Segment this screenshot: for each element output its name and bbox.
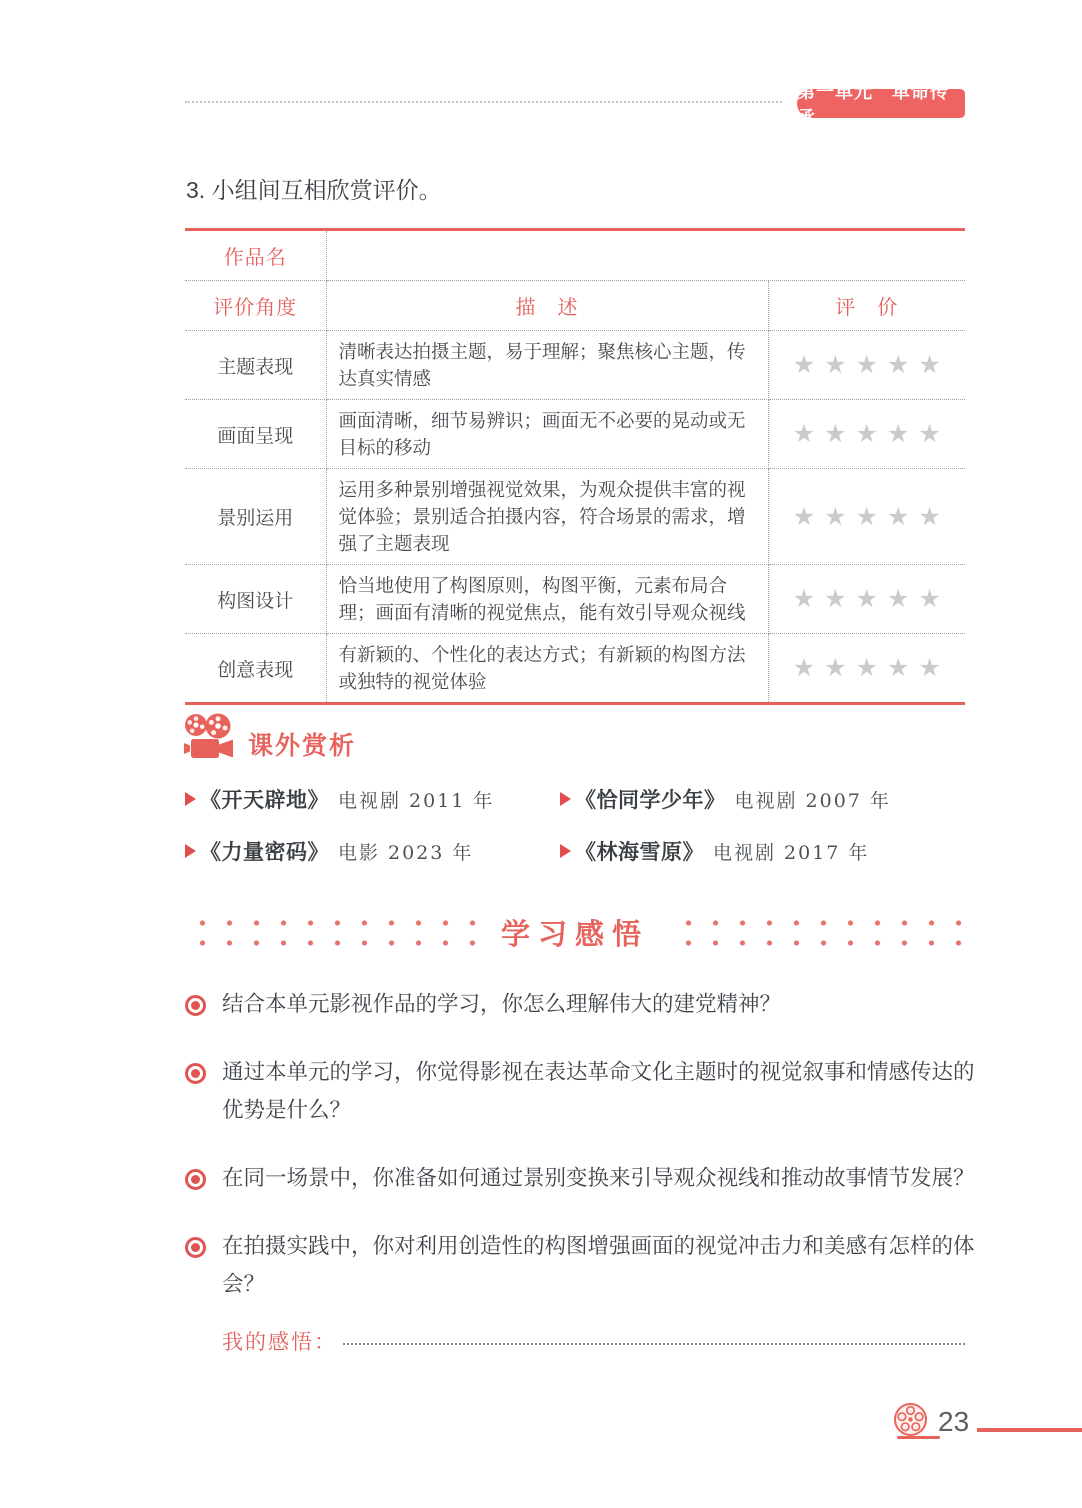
extracurricular-title: 课外赏析 — [248, 732, 357, 760]
column-header-rating: 评 价 — [768, 281, 965, 331]
extracurricular-section-header — [184, 713, 356, 766]
work-name-blank-cell — [326, 231, 965, 281]
target-bullet-icon — [185, 1169, 206, 1190]
table-row — [185, 634, 965, 703]
page-number: 23 — [938, 1406, 970, 1437]
film-item — [185, 784, 560, 814]
footer-rule — [977, 1428, 1082, 1432]
column-header-desc: 描 述 — [326, 281, 768, 331]
evaluation-table — [185, 231, 965, 702]
my-note-label: 我的感悟： — [222, 1330, 337, 1354]
reflection-title: 学习感悟 — [501, 919, 650, 951]
section-heading: 3. 小组间互相欣赏评价。 — [186, 177, 442, 203]
star-rating: ★★★★★ — [768, 400, 965, 469]
play-triangle-icon — [185, 844, 196, 858]
target-bullet-icon — [185, 1237, 206, 1258]
question-text: 通过本单元的学习，你觉得影视在表达革命文化主题时的视觉叙事和情感传达的优势是什么？ — [222, 1060, 975, 1123]
angle-cell: 画面呈现 — [185, 400, 326, 469]
angle-cell: 创意表现 — [185, 634, 326, 703]
desc-cell: 运用多种景别增强视觉效果，为观众提供丰富的视觉体验；景别适合拍摄内容，符合场景的需求，增强了主题表现 — [326, 469, 768, 565]
footer-icon-underline — [897, 1436, 940, 1439]
dots-decoration-left — [185, 913, 479, 953]
film-reel-icon — [892, 1401, 929, 1438]
reflection-banner — [185, 912, 965, 953]
angle-cell: 景别运用 — [185, 469, 326, 565]
question-text: 结合本单元影视作品的学习，你怎么理解伟大的建党精神？ — [222, 992, 782, 1017]
my-note-dotted-line — [343, 1343, 965, 1345]
star-rating: ★★★★★ — [768, 469, 965, 565]
angle-cell: 构图设计 — [185, 565, 326, 634]
film-title: 《开天辟地》 — [200, 789, 329, 812]
desc-cell: 有新颖的、个性化的表达方式；有新颖的构图方法或独特的视觉体验 — [326, 634, 768, 703]
header-dotted-line — [185, 101, 782, 103]
target-bullet-icon — [185, 995, 206, 1016]
table-row — [185, 469, 965, 565]
dots-decoration-right — [671, 913, 965, 953]
play-triangle-icon — [560, 792, 571, 806]
table-header-row — [185, 281, 965, 331]
film-meta: 电视剧 2011 年 — [338, 790, 495, 812]
film-item — [560, 836, 975, 866]
star-rating: ★★★★★ — [768, 565, 965, 634]
target-bullet-icon — [185, 1063, 206, 1084]
film-title: 《力量密码》 — [200, 841, 329, 864]
question-item — [185, 1160, 991, 1198]
work-name-row — [185, 231, 965, 281]
desc-cell: 恰当地使用了构图原则，构图平衡，元素布局合理；画面有清晰的视觉焦点，能有效引导观众视线 — [326, 565, 768, 634]
angle-cell: 主题表现 — [185, 331, 326, 400]
film-list — [185, 784, 975, 866]
film-title: 《林海雪原》 — [575, 841, 704, 864]
table-row — [185, 400, 965, 469]
play-triangle-icon — [185, 792, 196, 806]
desc-cell: 画面清晰，细节易辨识；画面无不必要的晃动或无目标的移动 — [326, 400, 768, 469]
star-rating: ★★★★★ — [768, 331, 965, 400]
unit-badge: 第一单元 革命传承 — [797, 89, 965, 118]
question-list — [185, 986, 991, 1334]
work-name-label: 作品名 — [185, 231, 326, 281]
desc-cell: 清晰表达拍摄主题，易于理解；聚焦核心主题，传达真实情感 — [326, 331, 768, 400]
question-item — [185, 1054, 991, 1130]
table-row — [185, 565, 965, 634]
film-meta: 电影 2023 年 — [338, 842, 474, 864]
table-row — [185, 331, 965, 400]
question-text: 在同一场景中，你准备如何通过景别变换来引导观众视线和推动故事情节发展？ — [222, 1166, 975, 1191]
star-rating: ★★★★★ — [768, 634, 965, 703]
film-meta: 电视剧 2007 年 — [734, 790, 891, 812]
film-item — [185, 836, 560, 866]
film-title: 《恰同学少年》 — [575, 789, 726, 812]
column-header-angle: 评价角度 — [185, 281, 326, 331]
film-item — [560, 784, 975, 814]
play-triangle-icon — [560, 844, 571, 858]
evaluation-table-wrap — [185, 228, 965, 705]
question-text: 在拍摄实践中，你对利用创造性的构图增强画面的视觉冲击力和美感有怎样的体会？ — [222, 1234, 975, 1297]
my-note-row — [222, 1326, 965, 1356]
movie-camera-icon — [184, 713, 238, 766]
film-meta: 电视剧 2017 年 — [713, 842, 870, 864]
question-item — [185, 1228, 991, 1304]
question-item — [185, 986, 991, 1024]
